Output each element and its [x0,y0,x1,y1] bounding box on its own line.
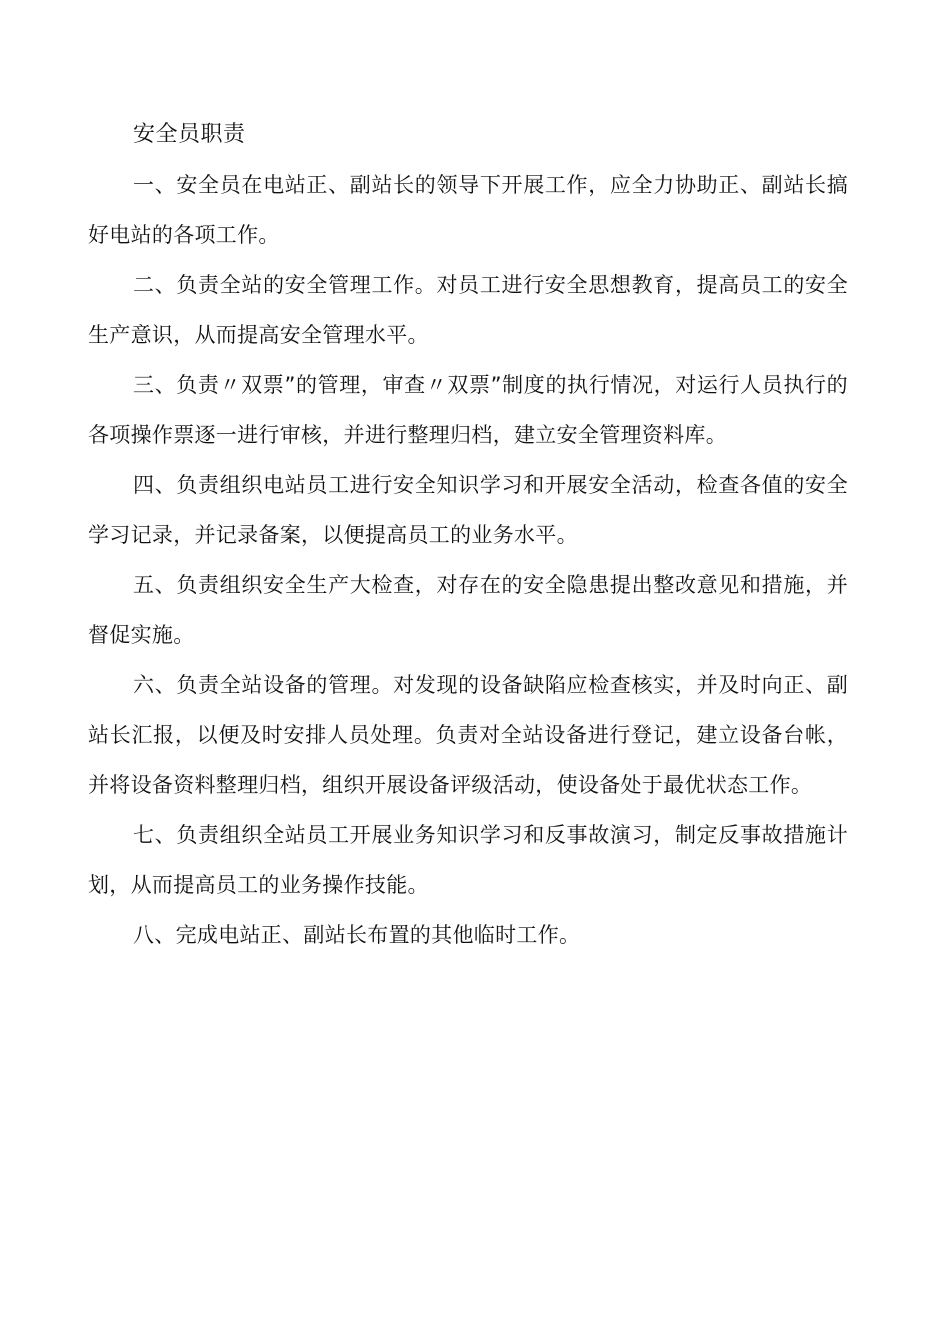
duty-paragraph-1: 一、安全员在电站正、副站长的领导下开展工作，应全力协助正、副站长搞好电站的各项工作。 [88,173,848,247]
duty-paragraph-3: 三、负责〃双票”的管理，审查〃双票”制度的执行情况，对运行人员执行的各项操作票逐一进行审核，并进行整理归档，建立安全管理资料库。 [88,373,848,447]
duty-paragraph-6: 六、负责全站设备的管理。对发现的设备缺陷应检查核实，并及时向正、副站长汇报，以便及时安排人员处理。负责对全站设备进行登记，建立设备台帐，并将设备资料整理归档，组织开展设备评级活动，使设备处于最优状态工作。 [88,673,848,797]
duty-paragraph-7: 七、负责组织全站员工开展业务知识学习和反事故演习，制定反事故措施计划，从而提高员工的业务操作技能。 [88,823,848,897]
duty-paragraph-4: 四、负责组织电站员工进行安全知识学习和开展安全活动，检查各值的安全学习记录，并记录备案，以便提高员工的业务水平。 [88,473,848,547]
document-title: 安全员职责 [133,122,246,147]
duty-paragraph-2: 二、负责全站的安全管理工作。对员工进行安全思想教育，提高员工的安全生产意识，从而提高安全管理水平。 [88,273,848,347]
duty-paragraph-5: 五、负责组织安全生产大检查，对存在的安全隐患提出整改意见和措施，并督促实施。 [88,573,848,647]
duty-paragraph-8: 八、完成电站正、副站长布置的其他临时工作。 [133,923,581,947]
document-body [88,110,848,960]
